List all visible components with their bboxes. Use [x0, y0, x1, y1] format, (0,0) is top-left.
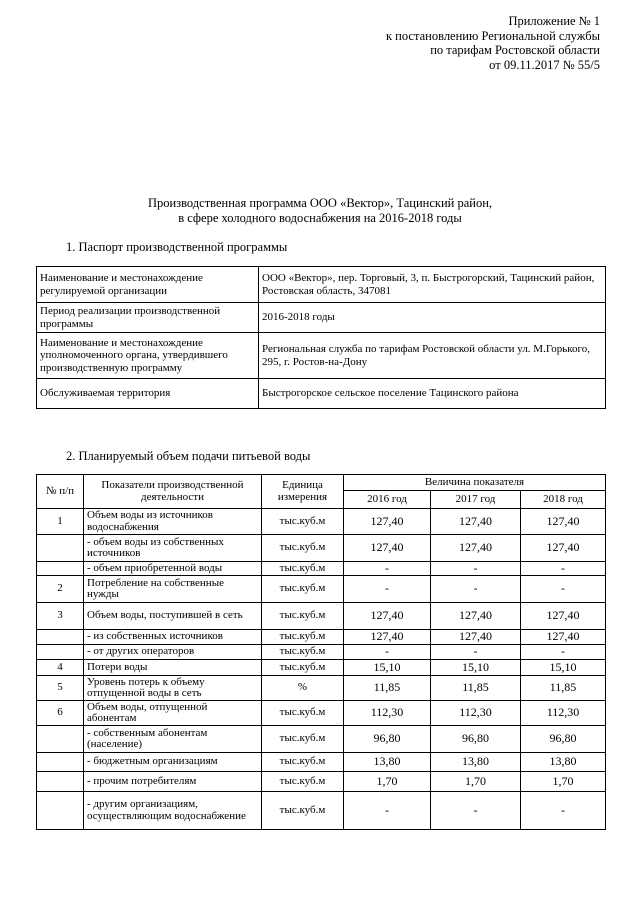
row-unit: тыс.куб.м: [262, 645, 344, 660]
row-indicator: Уровень потерь к объему отпущенной воды в сеть: [84, 676, 262, 701]
row-value-2016: 127,40: [344, 509, 431, 535]
row-value-2018: 13,80: [521, 753, 606, 772]
row-value-2018: -: [521, 562, 606, 576]
row-value-2016: 127,40: [344, 603, 431, 630]
row-number: 1: [37, 509, 84, 535]
passport-value: ООО «Вектор», пер. Торговый, 3, п. Быстрогорский, Тацинский район, Ростовская область, 347081: [259, 267, 606, 303]
row-number: 3: [37, 603, 84, 630]
row-value-2016: 112,30: [344, 701, 431, 726]
row-number: [37, 772, 84, 792]
table-row: [37, 562, 606, 576]
row-indicator: - из собственных источников: [84, 630, 262, 645]
appendix-line: от 09.11.2017 № 55/5: [489, 57, 600, 72]
row-value-2017: 13,80: [431, 753, 521, 772]
row-value-2018: -: [521, 792, 606, 830]
row-value-2018: 96,80: [521, 726, 606, 753]
row-indicator: - объем приобретенной воды: [84, 562, 262, 576]
row-value-2016: -: [344, 645, 431, 660]
title-line: в сфере холодного водоснабжения на 2016-2018 годы: [178, 210, 462, 225]
row-unit: тыс.куб.м: [262, 535, 344, 562]
passport-table: [36, 266, 606, 409]
row-value-2018: 11,85: [521, 676, 606, 701]
row-value-2017: -: [431, 645, 521, 660]
row-indicator: - собственным абонентам (население): [84, 726, 262, 753]
row-value-2018: 1,70: [521, 772, 606, 792]
row-value-2018: -: [521, 576, 606, 603]
table-row: [37, 753, 606, 772]
row-unit: тыс.куб.м: [262, 660, 344, 676]
row-value-2017: -: [431, 792, 521, 830]
row-number: [37, 562, 84, 576]
table-row: [37, 509, 606, 535]
table-row: [37, 726, 606, 753]
volumes-table: [36, 474, 606, 830]
header-num: № п/п: [37, 475, 84, 509]
passport-row: [37, 303, 606, 333]
title-line: Производственная программа ООО «Вектор», Тацинский район,: [147, 196, 493, 210]
passport-label: Наименование и местонахождение регулируемой организации: [37, 267, 259, 303]
row-unit: тыс.куб.м: [262, 772, 344, 792]
row-value-2017: 96,80: [431, 726, 521, 753]
row-unit: тыс.куб.м: [262, 630, 344, 645]
row-indicator: Объем воды из источников водоснабжения: [84, 509, 262, 535]
row-unit: тыс.куб.м: [262, 726, 344, 753]
row-value-2016: -: [344, 792, 431, 830]
table-row: [37, 645, 606, 660]
row-value-2018: 127,40: [521, 603, 606, 630]
row-value-2018: -: [521, 645, 606, 660]
passport-row: [37, 333, 606, 379]
row-value-2017: 127,40: [431, 603, 521, 630]
row-value-2016: 11,85: [344, 676, 431, 701]
row-value-2016: 96,80: [344, 726, 431, 753]
row-value-2017: -: [431, 562, 521, 576]
row-value-2018: 112,30: [521, 701, 606, 726]
row-indicator: - от других операторов: [84, 645, 262, 660]
row-value-2017: 127,40: [431, 535, 521, 562]
appendix-line: по тарифам Ростовской области: [430, 43, 600, 57]
header-value: Величина показателя: [344, 475, 606, 491]
table-row: [37, 660, 606, 676]
row-unit: тыс.куб.м: [262, 562, 344, 576]
row-indicator: - другим организациям, осуществляющим водоснабжение: [84, 792, 262, 830]
passport-value: Быстрогорское сельское поселение Тацинского района: [259, 379, 606, 409]
row-indicator: Потребление на собственные нужды: [84, 576, 262, 603]
row-value-2016: 127,40: [344, 630, 431, 645]
appendix-line: к постановлению Региональной службы: [385, 28, 600, 43]
row-number: [37, 726, 84, 753]
table-row: [37, 676, 606, 701]
row-unit: тыс.куб.м: [262, 509, 344, 535]
row-number: 5: [37, 676, 84, 701]
row-unit: %: [262, 676, 344, 701]
row-number: [37, 535, 84, 562]
passport-label: Обслуживаемая территория: [37, 379, 259, 409]
row-value-2016: 13,80: [344, 753, 431, 772]
row-number: [37, 792, 84, 830]
row-number: 4: [37, 660, 84, 676]
row-unit: тыс.куб.м: [262, 753, 344, 772]
row-value-2017: 127,40: [431, 630, 521, 645]
row-value-2016: -: [344, 562, 431, 576]
table-row: [37, 576, 606, 603]
row-number: [37, 753, 84, 772]
row-value-2017: 112,30: [431, 701, 521, 726]
row-indicator: - прочим потребителям: [84, 772, 262, 792]
row-value-2018: 127,40: [521, 630, 606, 645]
row-value-2018: 127,40: [521, 509, 606, 535]
row-number: [37, 630, 84, 645]
passport-row: [37, 379, 606, 409]
header-year-2017: 2017 год: [431, 491, 521, 509]
row-unit: тыс.куб.м: [262, 792, 344, 830]
table-row: [37, 772, 606, 792]
row-value-2017: 1,70: [431, 772, 521, 792]
row-value-2017: -: [431, 576, 521, 603]
header-unit: Единица измерения: [262, 475, 344, 509]
row-indicator: Объем воды, поступившей в сеть: [84, 603, 262, 630]
section-heading-passport: 1. Паспорт производственной программы: [66, 240, 288, 254]
appendix-line: Приложение № 1: [508, 14, 600, 28]
row-value-2018: 127,40: [521, 535, 606, 562]
row-value-2016: -: [344, 576, 431, 603]
row-number: 6: [37, 701, 84, 726]
table-row: [37, 701, 606, 726]
passport-label: Период реализации производственной программы: [37, 303, 259, 333]
row-value-2017: 11,85: [431, 676, 521, 701]
passport-label: Наименование и местонахождение уполномоченного органа, утвердившего производственную программу: [37, 333, 259, 379]
row-value-2016: 15,10: [344, 660, 431, 676]
passport-row: [37, 267, 606, 303]
row-unit: тыс.куб.м: [262, 701, 344, 726]
row-value-2017: 127,40: [431, 509, 521, 535]
row-value-2018: 15,10: [521, 660, 606, 676]
row-indicator: - объем воды из собственных источников: [84, 535, 262, 562]
row-value-2017: 15,10: [431, 660, 521, 676]
section-heading-volumes: 2. Планируемый объем подачи питьевой воды: [66, 449, 311, 463]
table-row: [37, 630, 606, 645]
appendix-block: [386, 14, 600, 72]
row-value-2016: 1,70: [344, 772, 431, 792]
row-unit: тыс.куб.м: [262, 576, 344, 603]
row-indicator: Потери воды: [84, 660, 262, 676]
header-year-2018: 2018 год: [521, 491, 606, 509]
table-row: [37, 603, 606, 630]
document-title: [0, 196, 640, 225]
row-indicator: - бюджетным организациям: [84, 753, 262, 772]
table-row: [37, 792, 606, 830]
passport-value: 2016-2018 годы: [259, 303, 606, 333]
row-value-2016: 127,40: [344, 535, 431, 562]
table-row: [37, 535, 606, 562]
row-number: [37, 645, 84, 660]
header-year-2016: 2016 год: [344, 491, 431, 509]
row-number: 2: [37, 576, 84, 603]
passport-value: Региональная служба по тарифам Ростовской области ул. М.Горького, 295, г. Ростов-на-Дону: [259, 333, 606, 379]
row-unit: тыс.куб.м: [262, 603, 344, 630]
header-indicator: Показатели производственной деятельности: [84, 475, 262, 509]
row-indicator: Объем воды, отпущенной абонентам: [84, 701, 262, 726]
